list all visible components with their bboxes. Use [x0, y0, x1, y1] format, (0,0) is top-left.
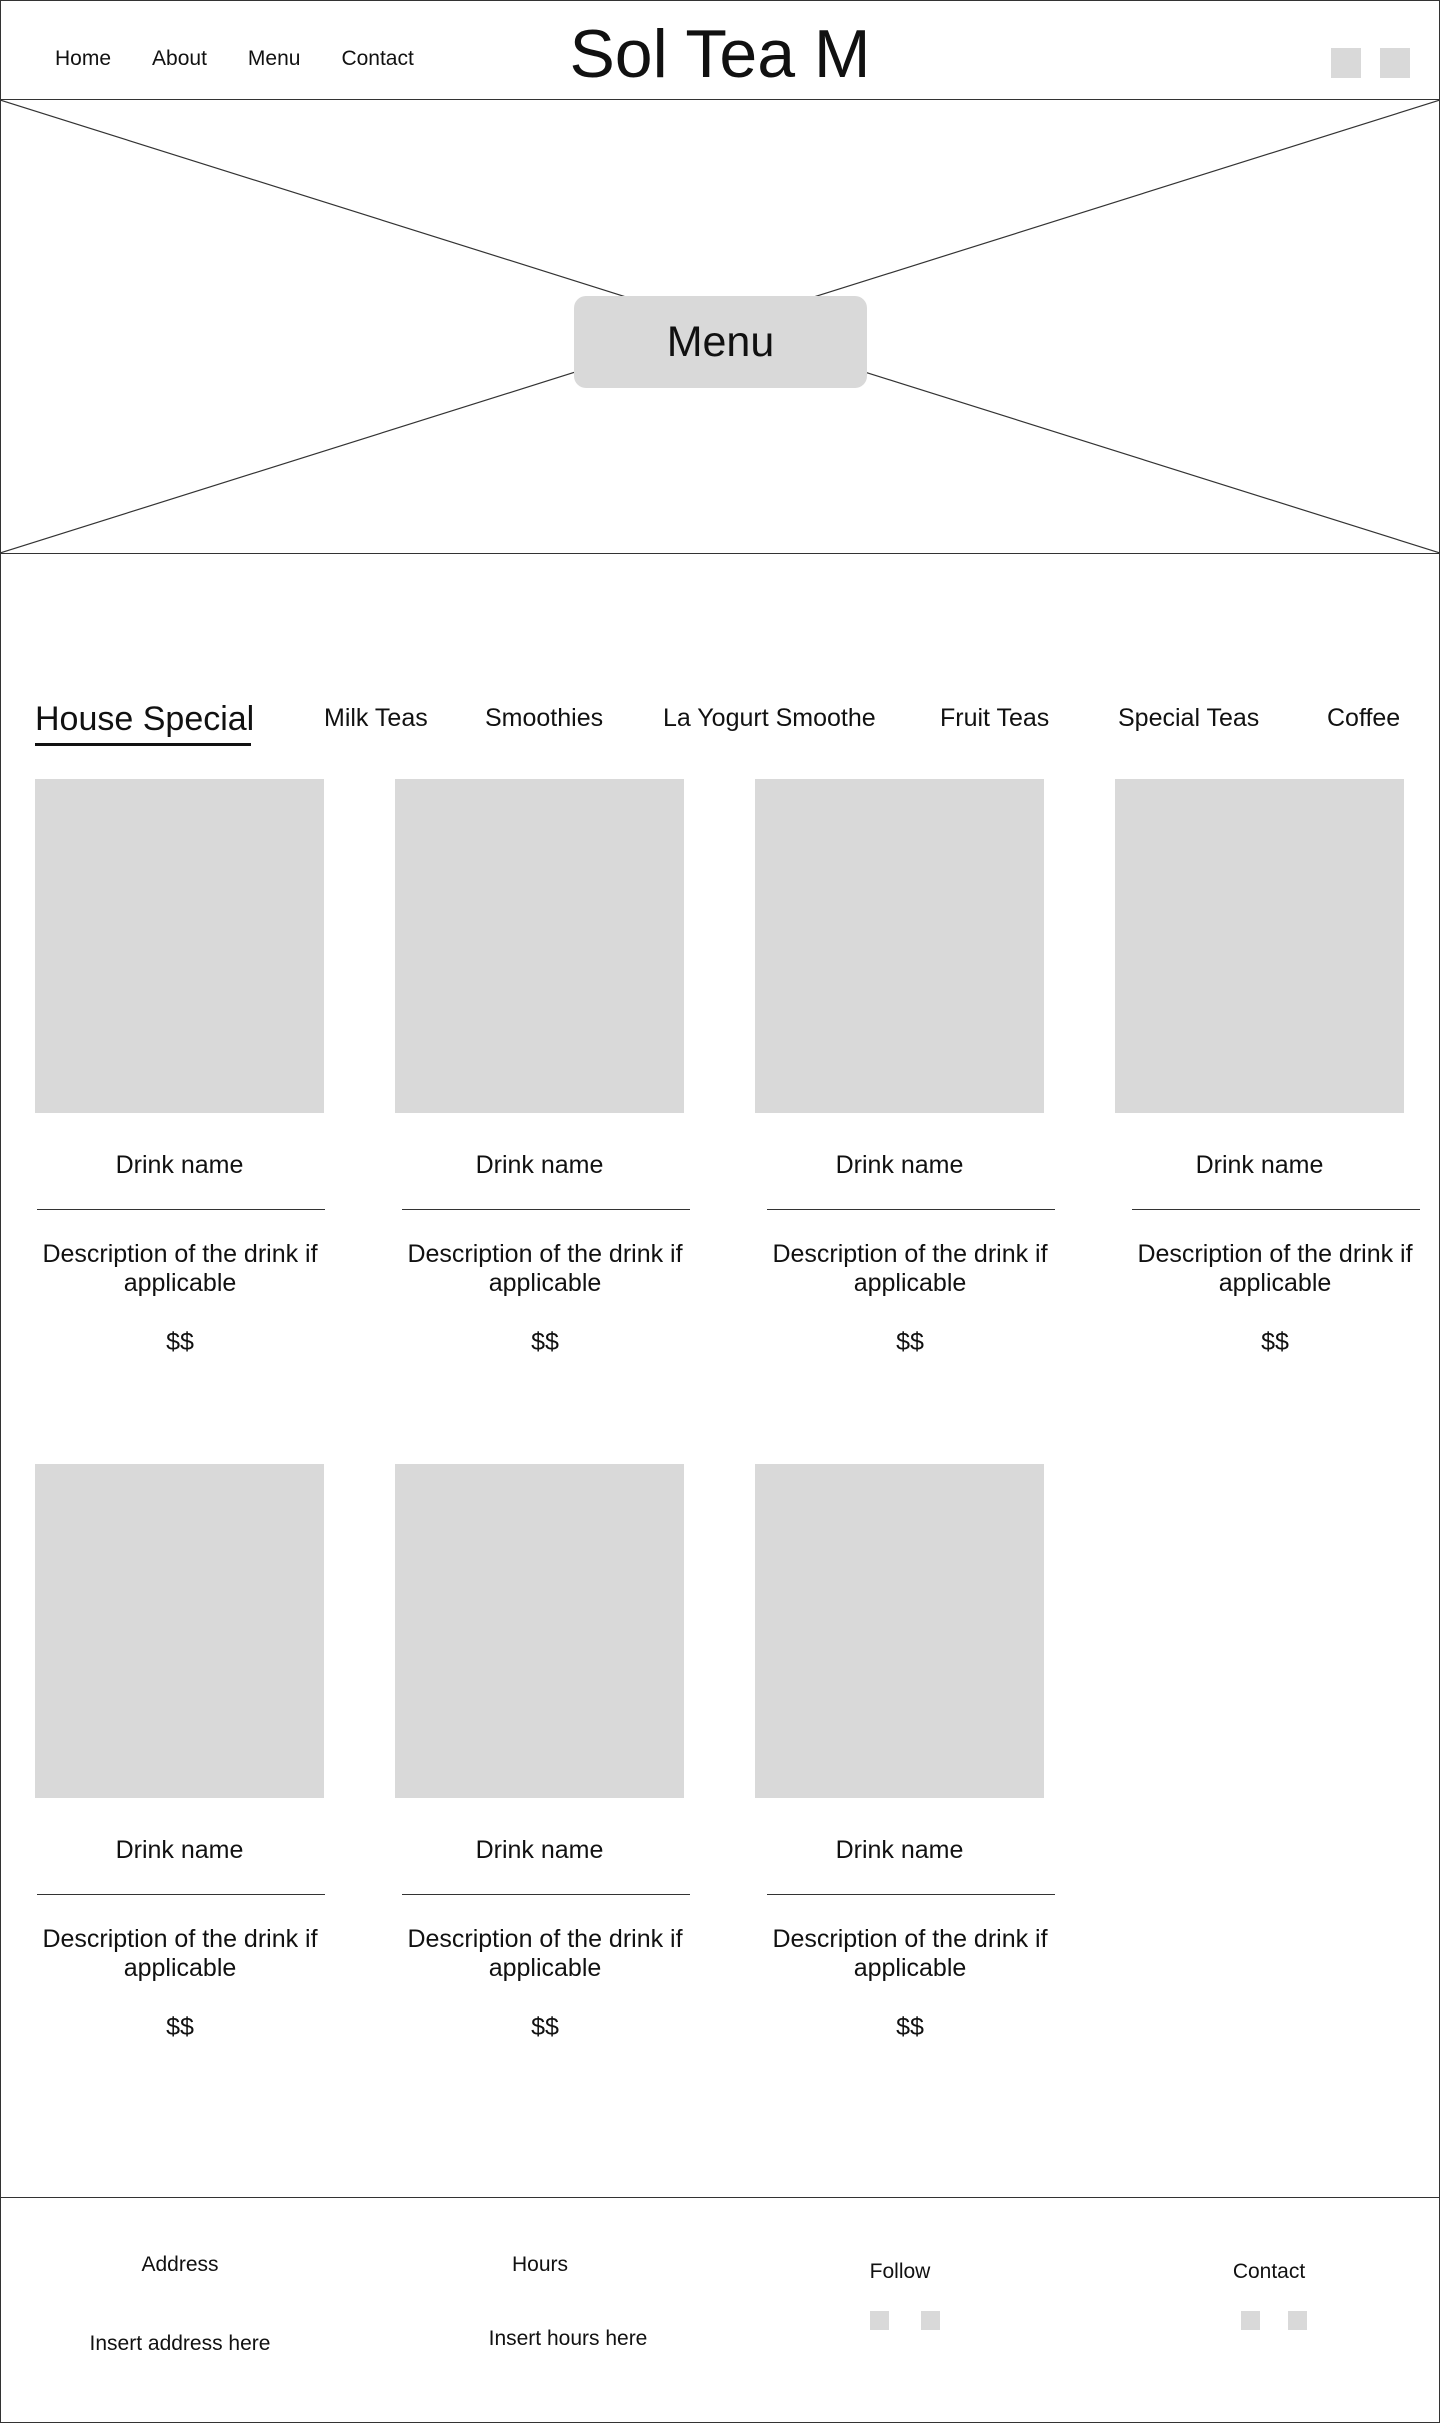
nav-home-link[interactable]: Home: [55, 47, 112, 70]
product-description: Description of the drink if applicable: [772, 1925, 1048, 1982]
active-tab-underline: [35, 743, 251, 746]
nav-menu-link[interactable]: Menu: [247, 47, 301, 70]
tab-la-yogurt-smoothe[interactable]: La Yogurt Smoothe: [663, 704, 876, 732]
product-image: [35, 779, 324, 1113]
nav-contact-link[interactable]: Contact: [341, 47, 414, 70]
tab-house-special[interactable]: House Special: [35, 700, 255, 738]
hero-menu-button[interactable]: Menu: [574, 296, 867, 388]
product-divider: [767, 1894, 1055, 1895]
product-image: [35, 1464, 324, 1798]
product-description: Description of the drink if applicable: [772, 1240, 1048, 1297]
product-image: [755, 1464, 1044, 1798]
product-price: $$: [896, 2013, 924, 2041]
hero-divider: [0, 553, 1440, 554]
footer-hours-heading: Hours: [511, 2253, 569, 2276]
product-description: Description of the drink if applicable: [42, 1240, 318, 1297]
tab-special-teas[interactable]: Special Teas: [1118, 704, 1260, 732]
product-divider: [1132, 1209, 1420, 1210]
header-social-icon[interactable]: [1331, 48, 1361, 78]
product-price: $$: [166, 1328, 194, 1356]
footer-social-icon[interactable]: [921, 2311, 940, 2330]
product-divider: [37, 1894, 325, 1895]
footer-follow-heading: Follow: [869, 2260, 931, 2283]
product-description: Description of the drink if applicable: [407, 1240, 683, 1297]
product-price: $$: [531, 2013, 559, 2041]
hero-image-placeholder: [0, 100, 1440, 553]
tab-smoothies[interactable]: Smoothies: [485, 704, 604, 732]
brand-title: Sol Tea M: [569, 16, 871, 92]
footer-address-text: Insert address here: [89, 2332, 271, 2355]
product-price: $$: [896, 1328, 924, 1356]
footer-social-icon[interactable]: [870, 2311, 889, 2330]
product-description: Description of the drink if applicable: [42, 1925, 318, 1982]
tab-coffee[interactable]: Coffee: [1327, 704, 1401, 732]
product-name: Drink name: [835, 1151, 964, 1179]
product-name: Drink name: [115, 1836, 244, 1864]
footer-contact-icon[interactable]: [1288, 2311, 1307, 2330]
product-name: Drink name: [115, 1151, 244, 1179]
product-image: [395, 1464, 684, 1798]
product-name: Drink name: [1195, 1151, 1324, 1179]
product-divider: [402, 1209, 690, 1210]
product-divider: [402, 1894, 690, 1895]
product-price: $$: [531, 1328, 559, 1356]
product-description: Description of the drink if applicable: [407, 1925, 683, 1982]
footer-contact-icon[interactable]: [1241, 2311, 1260, 2330]
header-social-icon[interactable]: [1380, 48, 1410, 78]
nav-about-link[interactable]: About: [152, 47, 207, 70]
tab-fruit-teas[interactable]: Fruit Teas: [940, 704, 1050, 732]
product-name: Drink name: [475, 1836, 604, 1864]
product-price: $$: [166, 2013, 194, 2041]
footer-contact-heading: Contact: [1232, 2260, 1306, 2283]
footer-address-heading: Address: [141, 2253, 219, 2276]
product-name: Drink name: [475, 1151, 604, 1179]
product-price: $$: [1261, 1328, 1289, 1356]
footer-hours-text: Insert hours here: [488, 2327, 648, 2350]
footer-divider: [0, 2197, 1440, 2198]
product-image: [1115, 779, 1404, 1113]
product-divider: [37, 1209, 325, 1210]
tab-milk-teas[interactable]: Milk Teas: [324, 704, 428, 732]
product-image: [395, 779, 684, 1113]
product-image: [755, 779, 1044, 1113]
product-name: Drink name: [835, 1836, 964, 1864]
product-divider: [767, 1209, 1055, 1210]
product-description: Description of the drink if applicable: [1137, 1240, 1413, 1297]
